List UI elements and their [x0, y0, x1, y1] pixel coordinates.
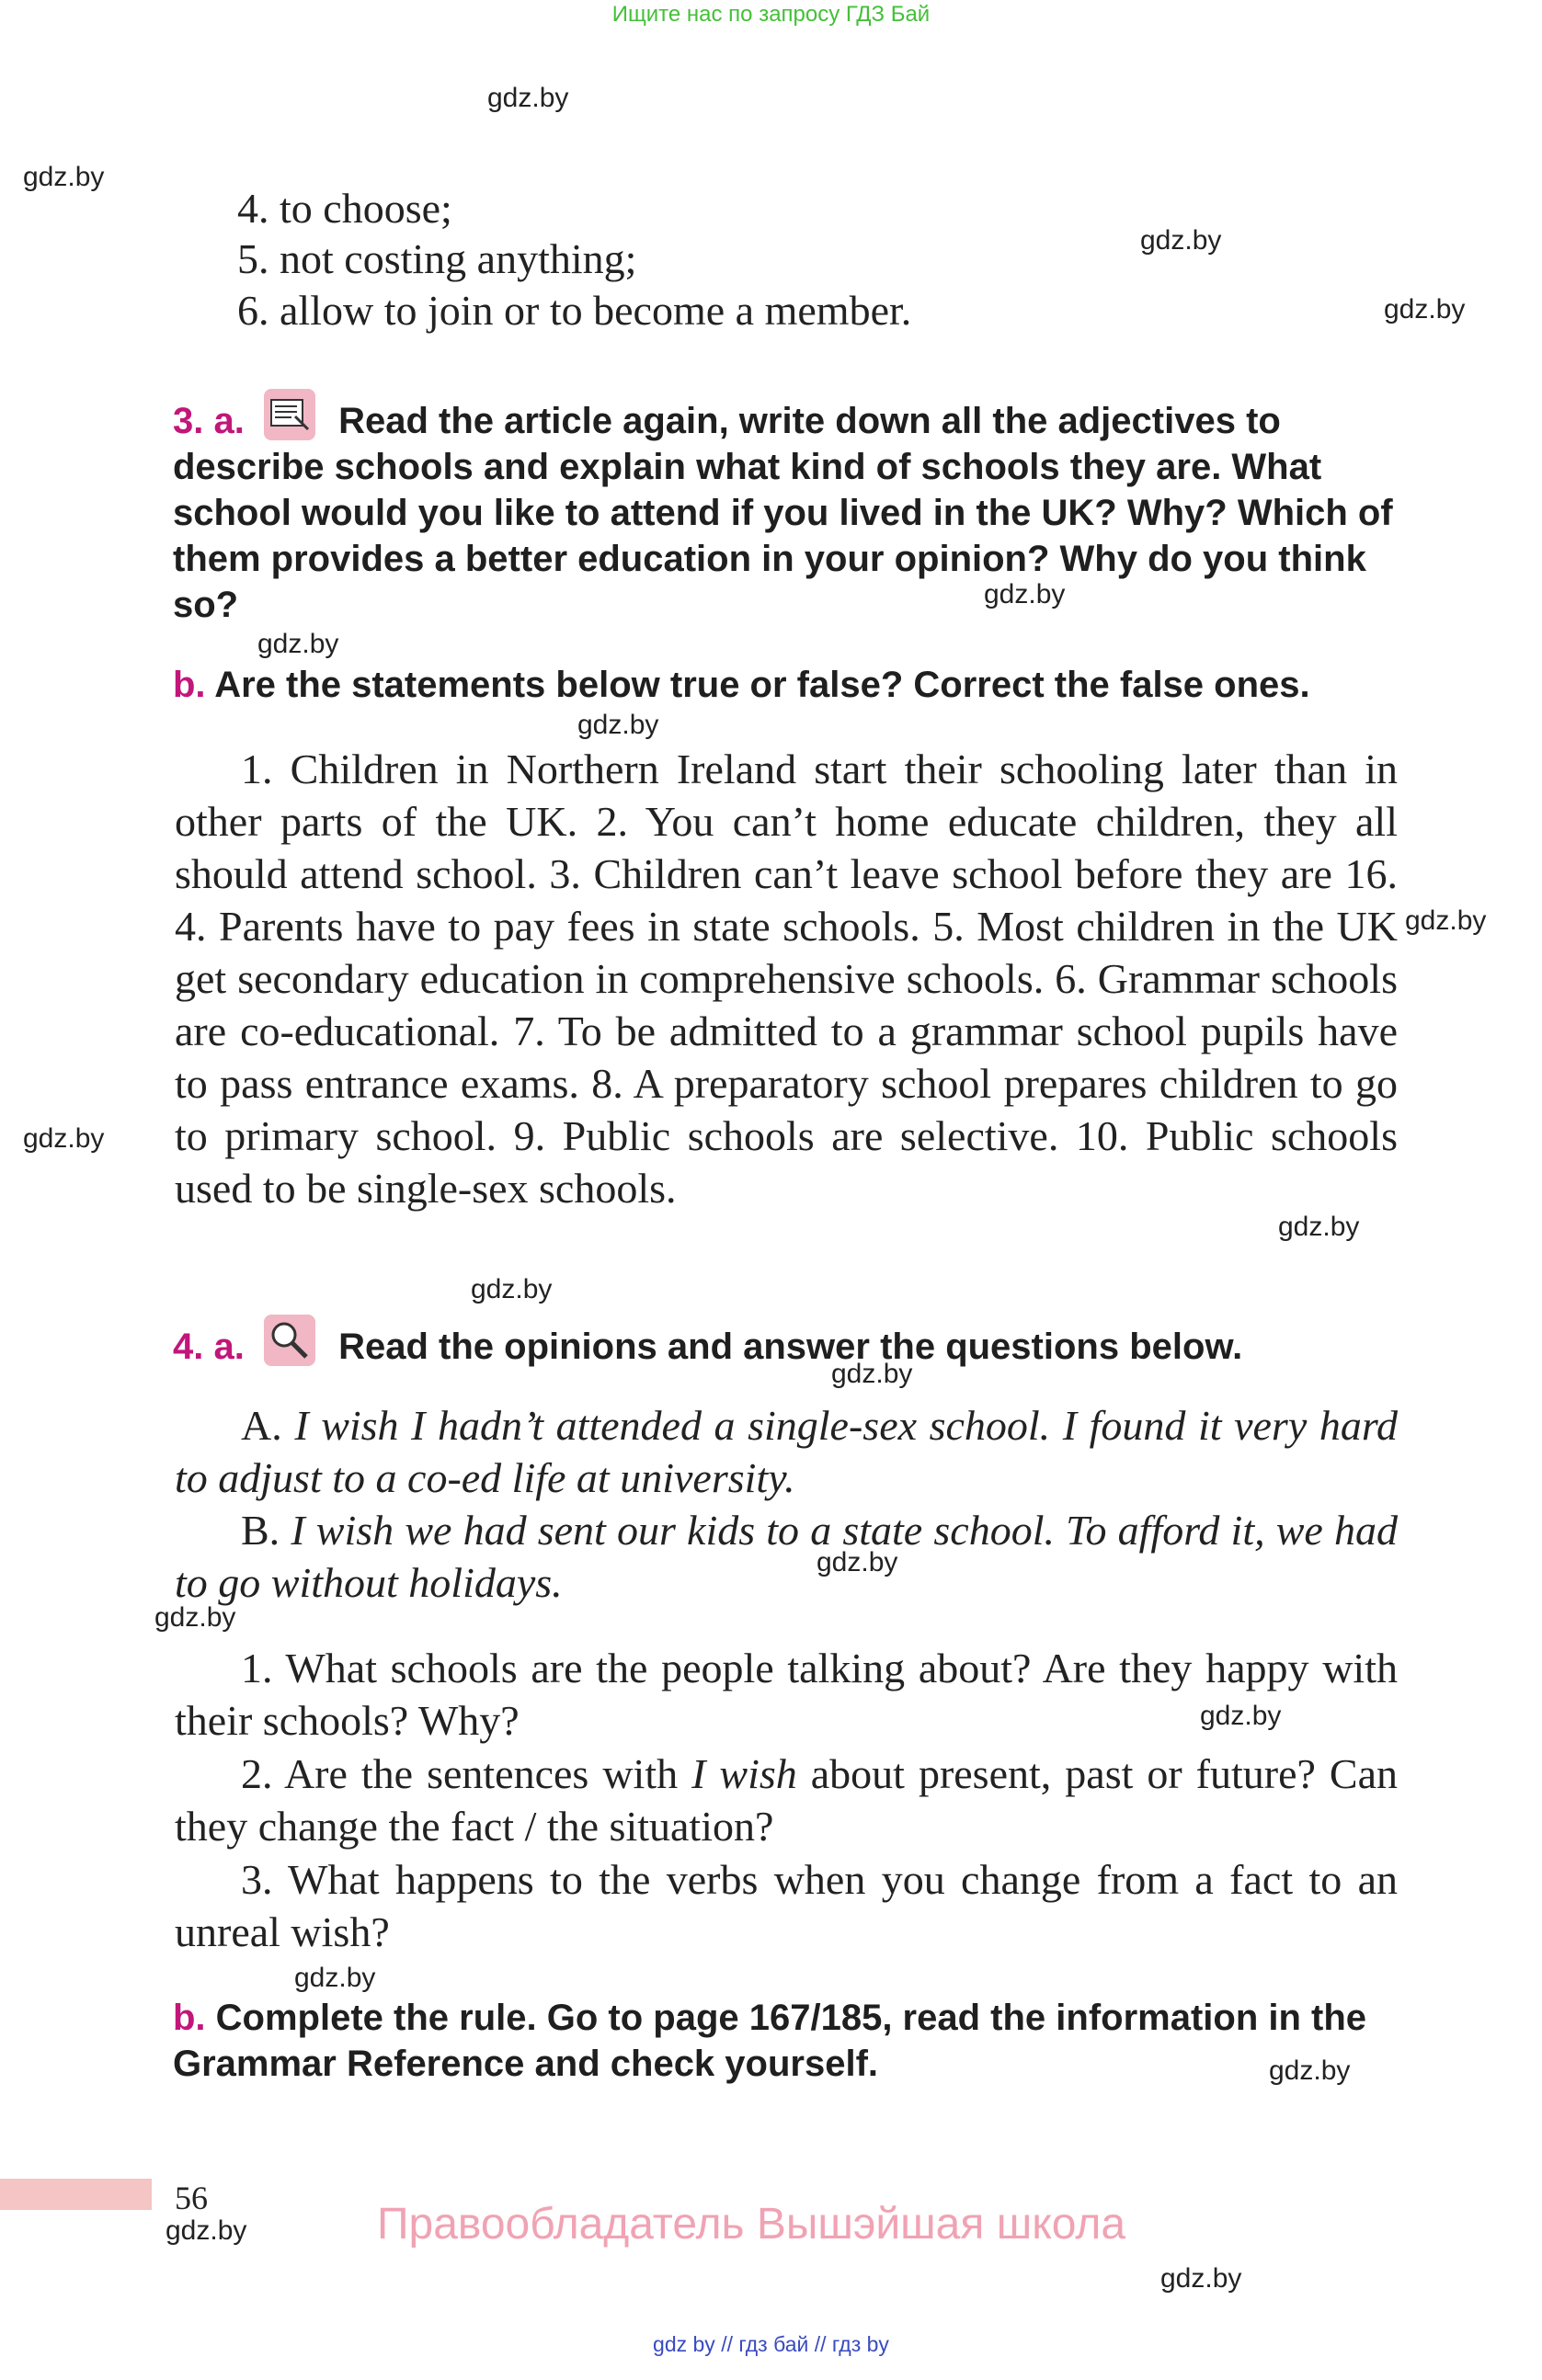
task-number: b.	[173, 665, 206, 705]
question-text: 2. Are the sentences with	[241, 1750, 679, 1797]
watermark: gdz.by	[257, 629, 339, 659]
list-item: 6. allow to join or to become a member.	[237, 287, 912, 334]
top-search-banner: Ищите нас по запросу ГДЗ Бай	[611, 2, 931, 27]
page-number: 56	[175, 2180, 208, 2216]
watermark: gdz.by	[984, 579, 1066, 609]
watermark: gdz.by	[1384, 294, 1466, 325]
watermark: gdz.by	[487, 83, 569, 113]
task-text: Are the statements below true or false? Correct the false ones.	[214, 665, 1310, 705]
list-item: 4. to choose;	[237, 185, 452, 232]
magnifier-icon	[264, 1315, 315, 1366]
watermark: gdz.by	[1160, 2263, 1242, 2294]
watermark: gdz.by	[1200, 1701, 1282, 1731]
list-item: 5. not costing anything;	[237, 235, 637, 282]
statements-text: 1. Children in Northern Ireland start their schooling later than in other parts of the UK. 2. You can’t home educate children, they all should attend school. 3. Children can’t leave school before they are 16. 4. Parents have to pay fees in state schools. 5. Most children in the UK get secondary education in comprehensive schools. 6. Grammar schools are co-educational. 7. To be admitted to a grammar school pupils have to pass entrance exams. 8. A preparatory school prepares children to go to primary school. 9. Public schools are selective. 10. Public schools used to be single-sex schools.	[175, 746, 1398, 1212]
watermark: gdz.by	[166, 2215, 247, 2246]
task-4a	[173, 1315, 1396, 1370]
question-3	[175, 1853, 1398, 1958]
task-3a	[173, 389, 1396, 628]
task-text: Read the opinions and answer the questions below.	[338, 1327, 1243, 1367]
watermark: gdz.by	[1140, 225, 1222, 256]
question-text: 3. What happens to the verbs when you change from a fact to an unreal wish?	[175, 1856, 1398, 1955]
watermark: gdz.by	[1278, 1212, 1360, 1242]
question-italic: I wish	[691, 1750, 797, 1797]
question-1	[175, 1642, 1398, 1747]
opinion-a	[175, 1399, 1398, 1504]
opinion-label: B.	[241, 1507, 280, 1554]
task-text: Read the article again, write down all the adjectives to describe schools and explain what kind of schools they are. What school would you like to attend if you lived in the UK? Why? Which of them provides a better education in your opinion? Why do you think so?	[173, 401, 1393, 625]
watermark: gdz.by	[23, 162, 105, 192]
opinion-label: A.	[241, 1402, 282, 1449]
opinion-text: I wish we had sent our kids to a state school. To afford it, we had to go without holidays.	[175, 1507, 1398, 1606]
watermark: gdz.by	[831, 1359, 913, 1389]
watermark: gdz.by	[154, 1602, 236, 1633]
watermark: gdz.by	[817, 1547, 898, 1577]
watermark: gdz.by	[23, 1123, 105, 1154]
task-number: b.	[173, 1998, 206, 2038]
page-number-bar	[0, 2179, 152, 2210]
watermark: gdz.by	[1405, 905, 1487, 936]
task-number: 3. a.	[173, 401, 245, 441]
task-3b	[173, 662, 1396, 708]
statements-paragraph	[175, 743, 1398, 1214]
question-2	[175, 1748, 1398, 1852]
opinion-text: I wish I hadn’t attended a single-sex school. I found it very hard to adjust to a co-ed life at university.	[175, 1402, 1399, 1501]
opinion-b	[175, 1504, 1398, 1609]
task-text: Complete the rule. Go to page 167/185, read the information in the Grammar Reference and check yourself.	[173, 1998, 1367, 2084]
bottom-links-banner[interactable]: gdz by // гдз бай // гдз by	[653, 2332, 889, 2356]
watermark: gdz.by	[294, 1963, 376, 1993]
watermark: gdz.by	[1269, 2055, 1351, 2086]
reading-notes-icon	[264, 389, 315, 440]
copyright-owner: Правообладатель Вышэйшая школа	[377, 2200, 1126, 2249]
question-text: 1. What schools are the people talking about? Are they happy with their schools? Why?	[175, 1645, 1398, 1744]
watermark: gdz.by	[471, 1274, 553, 1304]
question-text: about present, past or future? Can they change the fact / the situation?	[175, 1750, 1398, 1850]
task-4b	[173, 1995, 1396, 2087]
watermark: gdz.by	[577, 710, 659, 740]
task-number: 4. a.	[173, 1327, 245, 1367]
